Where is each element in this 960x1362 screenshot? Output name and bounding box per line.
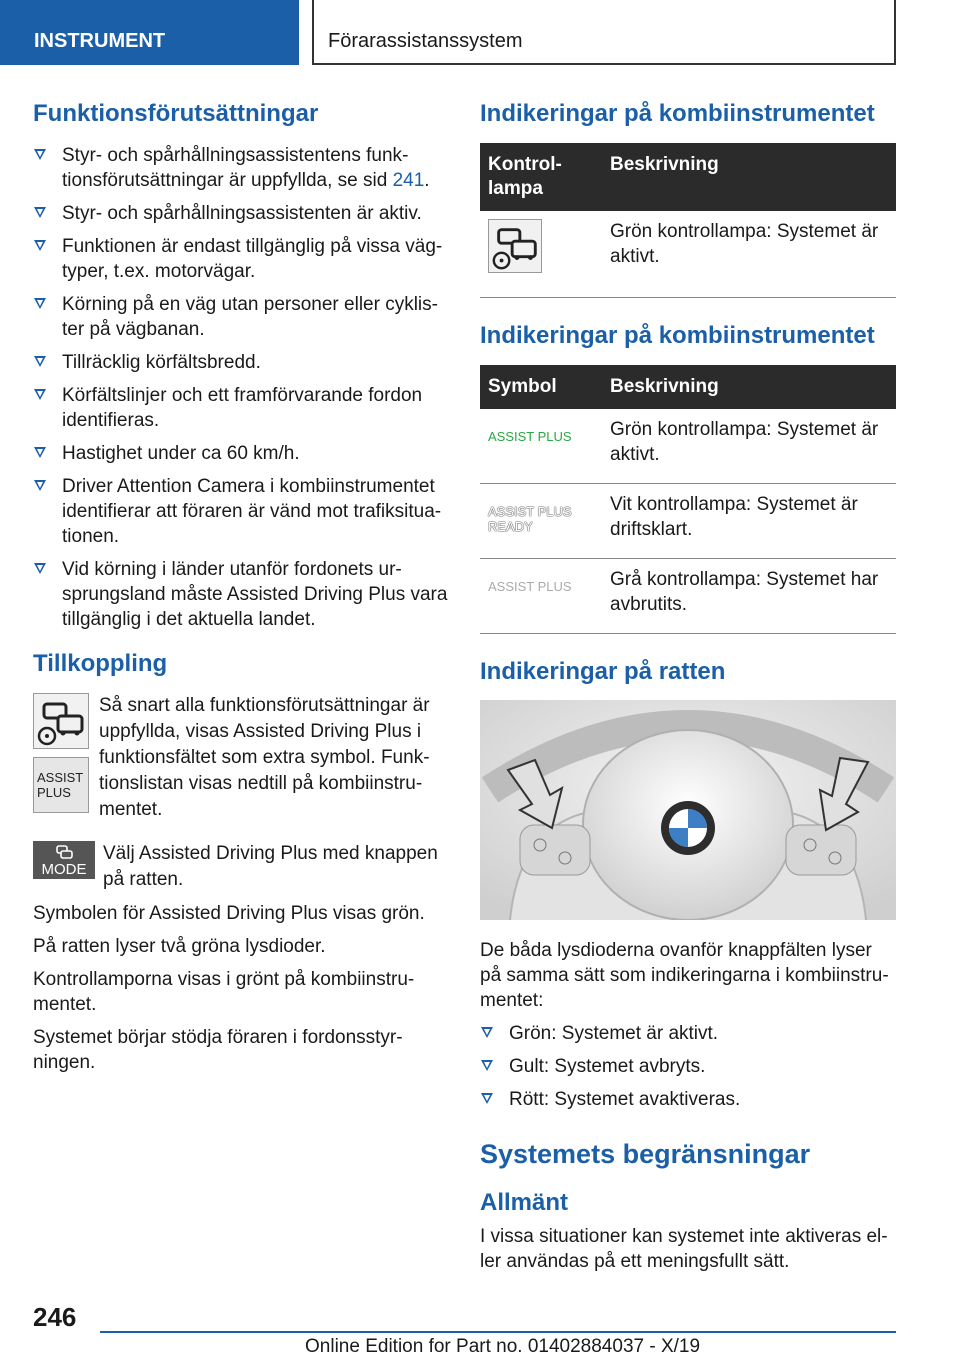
list-item: Rött: Systemet avaktiveras. — [480, 1087, 896, 1112]
list-item: Hastighet under ca 60 km/h. — [33, 441, 448, 466]
list-item: Körfältslinjer och ett framförvarande fordon identifieras. — [33, 383, 448, 433]
steering-wheel-illustration — [480, 700, 896, 920]
description-cell: Grön kontrollampa: Systemet är aktivt. — [602, 409, 896, 484]
page-link[interactable]: 241 — [392, 169, 425, 191]
driving-assist-icon — [33, 693, 89, 749]
wheel-caption: De båda lysdioderna ovanför knappfälten lyser på samma sätt som indikeringarna i kombiinstrumentet: — [480, 940, 889, 1012]
heading-indicators-2: Indikeringar på kombiinstrumentet — [480, 321, 875, 349]
list-item: Tillräcklig körfältsbredd. — [33, 350, 448, 375]
footer-divider — [100, 1331, 896, 1333]
column-header: Beskrivning — [602, 143, 896, 211]
triangle-bullet-icon — [34, 207, 46, 218]
mode-text: Välj Assisted Driving Plus med knappen på ratten. — [103, 842, 438, 890]
assist-plus-ready-icon: ASSIST PLUS READY — [488, 503, 572, 534]
paragraph: På ratten lyser två gröna lysdioder. — [33, 935, 326, 957]
section-tab: INSTRUMENT — [0, 0, 299, 65]
assist-plus-icon: ASSIST PLUS — [33, 757, 89, 813]
column-header: Symbol — [480, 365, 602, 409]
activation-block — [33, 693, 448, 823]
table-row — [480, 409, 896, 484]
triangle-bullet-icon — [34, 480, 46, 491]
mode-block — [33, 841, 448, 893]
heading-general: Allmänt — [480, 1188, 569, 1216]
triangle-bullet-icon — [34, 298, 46, 309]
triangle-bullet-icon — [34, 149, 46, 160]
heading-conditions: Funktionsförutsättningar — [33, 100, 319, 127]
list-item: Vid körning i länder utanför fordonets ursprungsland måste Assisted Driving Plus vara tillgänglig i det aktuella landet. — [33, 557, 448, 632]
list-item: Körning på en väg utan personer eller cyklister på vägbanan. — [33, 292, 448, 342]
list-item: Gult: Systemet avbryts. — [480, 1054, 896, 1079]
activation-text: Så snart alla funktionsförutsättningar är uppfyllda, visas Assisted Driving Plus i funktionsfältet som extra symbol. Funktionslistan visas nedtill på kombiinstrumentet. — [99, 694, 430, 820]
heading-limitations: Systemets begränsningar — [480, 1139, 811, 1170]
indicator-table-1 — [480, 143, 896, 298]
triangle-bullet-icon — [481, 1093, 493, 1104]
description-cell: Grön kontrollampa: Systemet är aktivt. — [602, 211, 896, 298]
paragraph: Systemet börjar stödja föraren i fordonsstyrningen. — [33, 1026, 403, 1073]
chapter-title: Förarassistanssystem — [312, 0, 896, 65]
heading-activation: Tillkoppling — [33, 649, 168, 677]
description-cell: Grå kontrollampa: Systemet har avbrutits. — [602, 558, 896, 633]
heading-indicators-1: Indikeringar på kombiinstrumentet — [480, 100, 875, 127]
list-item: Driver Attention Camera i kombiinstrumentet identifierar att föraren är vänd mot trafiksituationen. — [33, 474, 448, 549]
edition-text: Online Edition for Part no. 01402884037 - X/19 — [305, 1336, 701, 1357]
table-row — [480, 483, 896, 558]
paragraph: Symbolen för Assisted Driving Plus visas grön. — [33, 902, 425, 924]
triangle-bullet-icon — [34, 356, 46, 367]
table-header-row — [480, 143, 896, 211]
assist-plus-green-icon: ASSIST PLUS — [488, 428, 572, 444]
triangle-bullet-icon — [34, 389, 46, 400]
driving-assist-green-icon — [488, 219, 542, 273]
description-cell: Vit kontrollampa: Systemet är driftsklart. — [602, 483, 896, 558]
left-column — [33, 100, 448, 1083]
triangle-bullet-icon — [34, 447, 46, 458]
table-header-row — [480, 365, 896, 409]
paragraph: Kontrollamporna visas i grönt på kombiinstrumentet. — [33, 968, 415, 1015]
triangle-bullet-icon — [481, 1027, 493, 1038]
indicator-table-2 — [480, 365, 896, 634]
mode-button-icon: MODE — [33, 841, 95, 879]
right-column — [480, 100, 896, 1282]
table-row — [480, 558, 896, 633]
list-item: Funktionen är endast tillgänglig på vissa vägtyper, t.ex. motorvägar. — [33, 234, 448, 284]
triangle-bullet-icon — [481, 1060, 493, 1071]
list-item: Grön: Systemet är aktivt. — [480, 1021, 896, 1046]
assist-plus-gray-icon: ASSIST PLUS — [488, 578, 572, 594]
triangle-bullet-icon — [34, 240, 46, 251]
table-row — [480, 211, 896, 298]
heading-steering-wheel: Indikeringar på ratten — [480, 657, 726, 685]
general-text: I vissa situationer kan systemet inte aktiveras eller användas på ett meningsfullt sätt. — [480, 1225, 888, 1272]
conditions-list — [33, 143, 448, 632]
list-item: Styr- och spårhållningsassistentens funktionsförutsättningar är uppfyllda, se sid 241. — [33, 143, 448, 193]
led-list — [480, 1021, 896, 1112]
column-header: Kontrollampa — [480, 143, 602, 211]
triangle-bullet-icon — [34, 563, 46, 574]
column-header: Beskrivning — [602, 365, 896, 409]
list-item: Styr- och spårhållningsassistenten är aktiv. — [33, 201, 448, 226]
page-number: 246 — [33, 1302, 77, 1332]
